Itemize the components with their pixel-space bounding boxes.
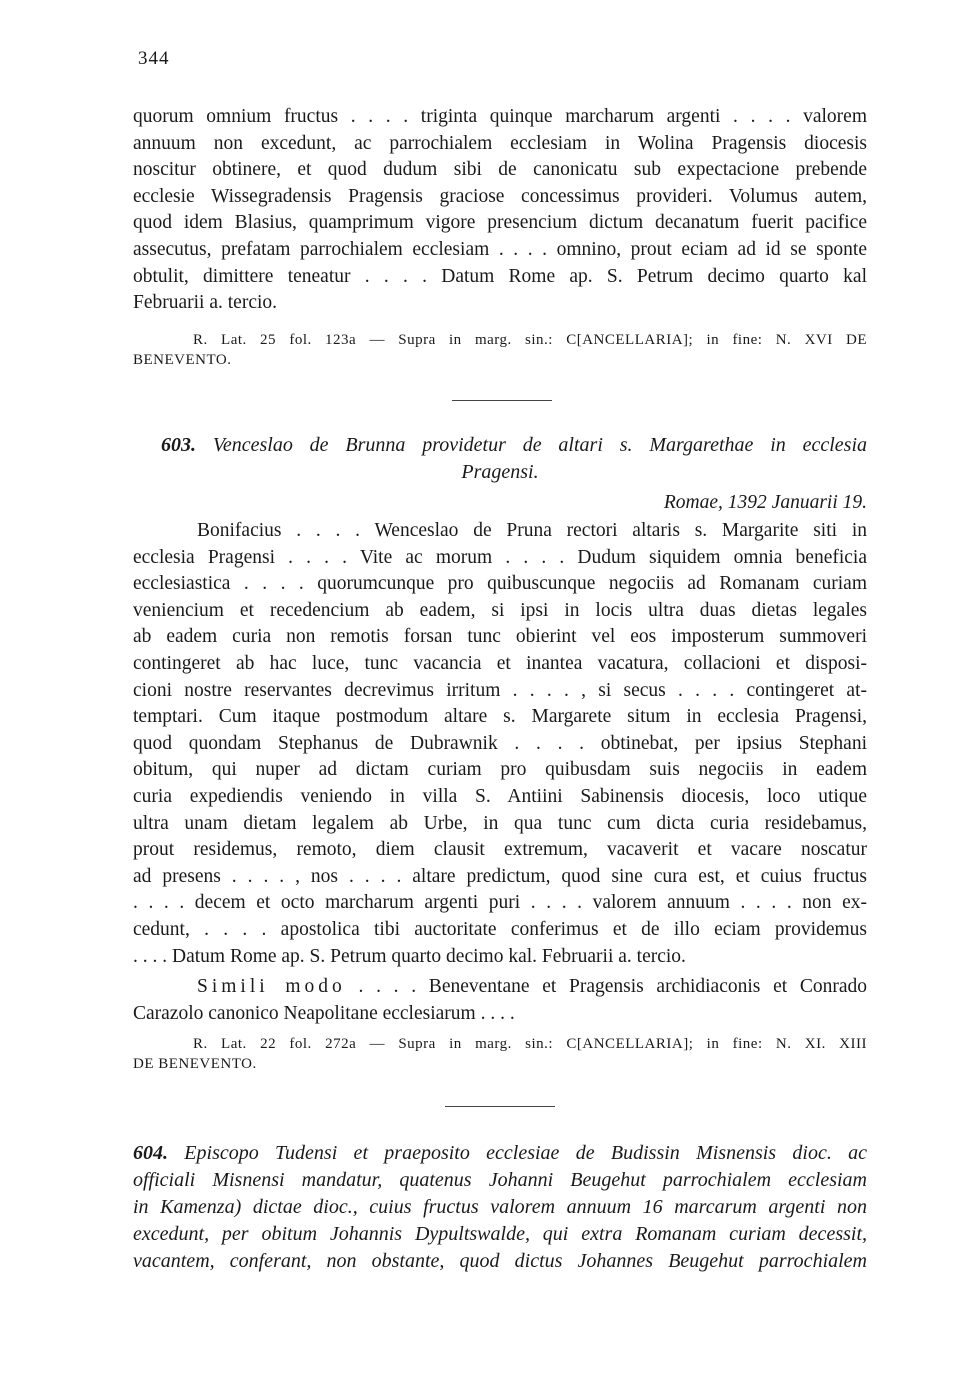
heading-line: in Kamenza) dictae dioc., cuius fructus valorem annuum 16 marcarum argenti non	[133, 1196, 867, 1218]
heading-line: Pragensi.	[461, 461, 539, 483]
text-line: obtulit, dimittere teneatur . . . . Datum Rome ap. S. Petrum decimo quarto kal	[133, 265, 867, 287]
text-line: quod quondam Stephanus de Dubrawnik . . . . obtinebat, per ipsius Stephani	[133, 732, 867, 754]
text-line: Bonifacius . . . . Wenceslao de Pruna rectori altaris s. Margarite siti in	[197, 520, 867, 541]
source-note-line: R. Lat. 22 fol. 272a — Supra in marg. sin.: C[ANCELLARIA]; in fine: N. XI. XIII	[193, 1036, 867, 1052]
text-line	[133, 970, 867, 1001]
text-line: ecclesie Wissegradensis Pragensis graciose concessimus provideri. Volumus autem,	[133, 185, 867, 207]
entry-body	[133, 518, 867, 1027]
source-note-line: BENEVENTO.	[133, 352, 232, 368]
text-line: prout residemus, remoto, diem clausit extremum, vacaverit et vacare noscatur	[133, 839, 867, 861]
entry-number: 604.	[133, 1142, 168, 1164]
text-line: temptari. Cum itaque postmodum altare s. Margarete situm in ecclesia Pragensi,	[133, 706, 867, 728]
simili-rest-text: . . . . Beneventane et Pragensis archidiaconis et Conrado	[345, 976, 868, 998]
entry-number: 603.	[161, 434, 196, 456]
heading-line: officiali Misnensi mandatur, quatenus Johanni Beugehut parrochialem ecclesiam	[133, 1169, 867, 1191]
text-line: ab eadem curia non remotis forsan tunc obierint vel eos imposterum summoveri	[133, 626, 867, 648]
source-note	[133, 1034, 867, 1074]
entry-heading	[133, 432, 867, 486]
text-line: . . . . decem et octo marcharum argenti puri . . . . valorem annuum . . . . non ex-	[133, 892, 867, 914]
text-line: quorum omnium fructus . . . . triginta quinque marcharum argenti . . . . valorem	[133, 106, 867, 127]
text-line: assecutus, prefatam parrochialem ecclesiam . . . . omnino, prout eciam ad id se sponte	[133, 238, 867, 260]
text-line: cedunt, . . . . apostolica tibi auctoritate conferimus et de illo eciam providemus	[133, 918, 867, 940]
heading-line: vacantem, conferant, non obstante, quod dictus Johannes Beugehut parrochialem	[133, 1250, 867, 1272]
text-line: noscitur obtinere, et quod dudum sibi de canonicatu sub expectacione prebende	[133, 159, 867, 181]
text-line: quod idem Blasius, quamprimum vigore presencium dictum decanatum fuerit pacifice	[133, 212, 867, 234]
heading-line	[133, 1140, 867, 1167]
source-note-line: R. Lat. 25 fol. 123a — Supra in marg. sin.: C[ANCELLARIA]; in fine: N. XVI DE	[193, 332, 867, 348]
text-line: cioni nostre reservantes decrevimus irritum . . . . , si secus . . . . contingeret at-	[133, 679, 867, 701]
text-line: annuum non excedunt, ac parrochialem ecclesiam in Wolina Pragensis diocesis	[133, 132, 867, 154]
simili-modo-text: Simili modo	[197, 976, 346, 998]
text-line: contingeret ab hac luce, tunc vacancia et inantea vacatura, collacioni et disposi-	[133, 652, 867, 674]
source-note	[133, 330, 867, 370]
page-number: 344	[138, 48, 170, 69]
text-line: . . . . Datum Rome ap. S. Petrum quarto decimo kal. Februarii a. tercio.	[133, 945, 686, 967]
text-line: ecclesiastica . . . . quorumcunque pro quibuscunque negociis ad Romanam curiam	[133, 573, 867, 595]
text-line: ecclesia Pragensi . . . . Vite ac morum . . . . Dudum siquidem omnia beneficia	[133, 546, 867, 568]
text-line: veniencium et recedencium ab eadem, si ipsi in locis ultra duas dietas legales	[133, 599, 867, 621]
continuation-paragraph	[133, 104, 867, 317]
section-divider	[452, 400, 552, 401]
text-line: ultra unam dietam legalem ab Urbe, in qua tunc cum dicta curia residebamus,	[133, 812, 867, 834]
heading-text: Episcopo Tudensi et praeposito ecclesiae de Budissin Misnensis dioc. ac	[184, 1142, 867, 1164]
entry-heading	[133, 1140, 867, 1275]
text-line: Carazolo canonico Neapolitane ecclesiarum . . . .	[133, 1002, 515, 1024]
section-divider	[445, 1106, 555, 1107]
text-line: curia expediendis veniendo in villa S. Antiini Sabinensis diocesis, loco utique	[133, 785, 867, 807]
text-line: Februarii a. tercio.	[133, 292, 278, 314]
source-note-line: DE BENEVENTO.	[133, 1056, 257, 1072]
heading-line: excedunt, per obitum Johannis Dypultswalde, qui extra Romanam curiam decessit,	[133, 1223, 867, 1245]
text-line: obitum, qui nuper ad dictam curiam pro quibusdam suis negociis in eadem	[133, 759, 867, 781]
heading-text: Venceslao de Brunna providetur de altari s. Margarethae in ecclesia	[212, 434, 868, 456]
heading-line	[133, 432, 867, 459]
entry-date: Romae, 1392 Januarii 19.	[663, 492, 867, 513]
text-line: ad presens . . . . , nos . . . . altare predictum, quod sine cura est, et cuius fructus	[133, 865, 867, 887]
